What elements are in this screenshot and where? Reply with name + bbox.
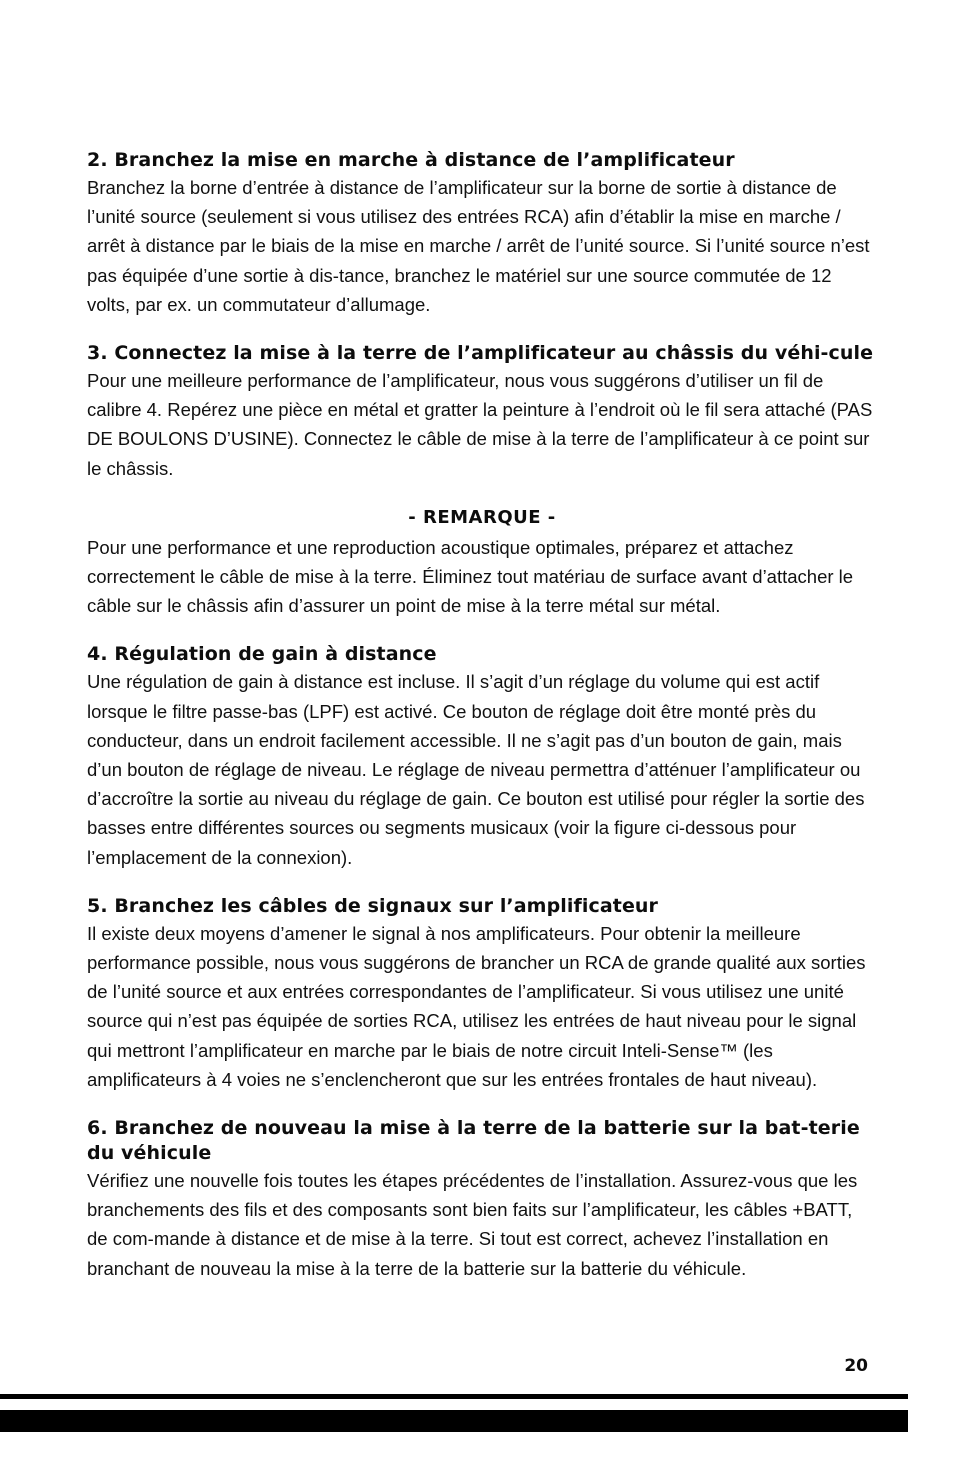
- page-number: 20: [844, 1356, 868, 1376]
- section-body: Pour une meilleure performance de l’amplificateur, nous vous suggérons d’utiliser un fil de calibre 4. Repérez une pièce en métal et gratter la peinture à l’endroit où le fil sera attaché (PAS DE BOULONS D’USINE). Connectez le câble de mise à la terre de l’amplificateur à ce point sur le châssis.: [87, 370, 873, 479]
- remark-title: - REMARQUE -: [408, 506, 556, 528]
- footer-rule-thin: [0, 1394, 908, 1399]
- section-signal-cables: [87, 894, 877, 1094]
- section-remark: [87, 505, 877, 621]
- footer-rule-thick: [0, 1410, 908, 1432]
- section-body: Branchez la borne d’entrée à distance de l’amplificateur sur la borne de sortie à distance de l’unité source (seulement si vous utilisez des entrées RCA) afin d’établir la mise en marche / arrêt à distance par le biais de la mise en marche / arrêt de l’unité source. Si l’unité source n’est pas équipée d’une sortie à dis-tance, branchez le matériel sur une source commutée de 12 volts, par ex. un commutateur d’allumage.: [87, 177, 870, 315]
- section-battery-ground: [87, 1116, 877, 1283]
- remark-body: Pour une performance et une reproduction acoustique optimales, préparez et attachez correctement le câble de mise à la terre. Éliminez tout matériau de surface avant d’attacher le câble sur le châssis afin d’assurer un point de mise à la terre métal sur métal.: [87, 536, 854, 617]
- page-content: [87, 148, 877, 1305]
- section-remote-gain: [87, 642, 877, 871]
- section-body: Il existe deux moyens d’amener le signal à nos amplificateurs. Pour obtenir la meilleure performance possible, nous vous suggérons de brancher un RCA de grande qualité aux sorties de l’unité source et aux entrées correspondantes de l’amplificateur. Si vous utilisez une unité source qui n’est pas équipée de sorties RCA, utilisez les entrées de haut niveau pour le signal qui mettront l’amplificateur en marche par le biais de notre circuit Inteli-Sense™ (les amplificateurs à 4 voies ne s’enclencheront que sur les entrées frontales de haut niveau).: [87, 922, 866, 1090]
- section-heading: 6. Branchez de nouveau la mise à la terre de la batterie sur la bat-terie du véhicule: [87, 1117, 860, 1165]
- section-heading: 3. Connectez la mise à la terre de l’amplificateur au châssis du véhi-cule: [87, 342, 874, 365]
- section-heading: 2. Branchez la mise en marche à distance de l’amplificateur: [87, 149, 735, 171]
- section-body: Vérifiez une nouvelle fois toutes les étapes précédentes de l’installation. Assurez-vous que les branchements des fils et des composants sont bien faits sur l’amplificateur, les câbles +BATT, de com-mande à distance et de mise à la terre. Si tout est correct, achevez l’installation en branchant de nouveau la mise à la terre de la batterie sur la batterie du véhicule.: [87, 1170, 858, 1279]
- section-body: Une régulation de gain à distance est incluse. Il s’agit d’un réglage du volume qui est actif lorsque le filtre passe-bas (LPF) est activé. Ce bouton de réglage doit être monté près du conducteur, dans un endroit facilement accessible. Il ne s’agit pas d’un bouton de gain, mais d’un bouton de réglage de niveau. Le réglage de niveau permettra d’atténuer l’amplificateur ou d’accroître la sortie au niveau du réglage de gain. Ce bouton est utilisé pour régler la sortie des basses entre différentes sources ou segments musicaux (voir la figure ci-dessous pour l’emplacement de la connexion).: [87, 671, 865, 868]
- section-remote-turn-on: [87, 148, 877, 319]
- section-heading: 4. Régulation de gain à distance: [87, 643, 437, 666]
- section-heading: 5. Branchez les câbles de signaux sur l’amplificateur: [87, 894, 659, 917]
- section-chassis-ground: [87, 341, 877, 483]
